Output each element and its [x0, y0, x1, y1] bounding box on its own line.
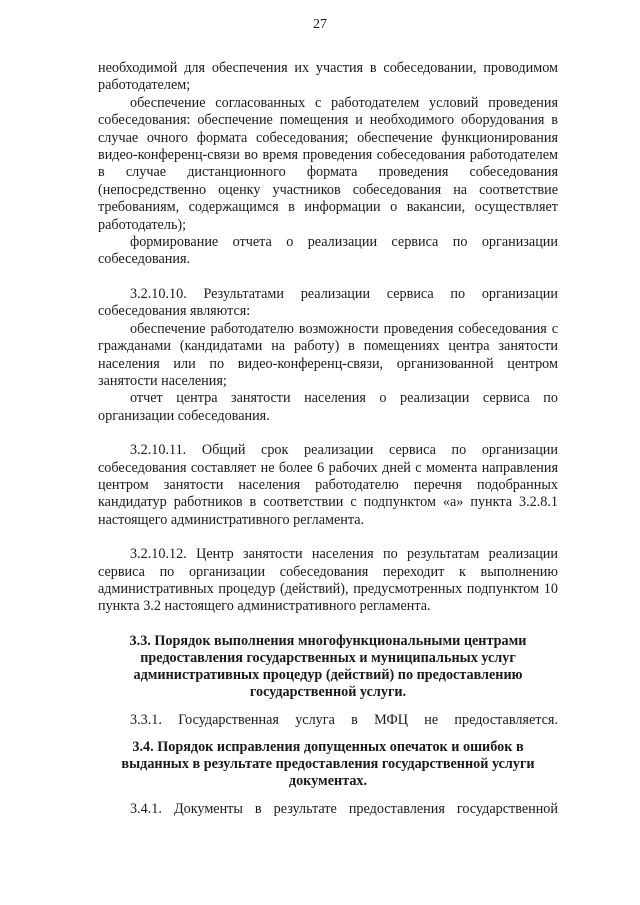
paragraph-clause: 3.3.1. Государственная услуга в МФЦ не предоставляется.	[130, 711, 558, 728]
paragraph: отчет центра занятости населения о реализации сервиса по организации собеседования.	[98, 390, 558, 424]
spacer	[98, 791, 558, 801]
spacer	[98, 729, 558, 739]
spacer	[98, 269, 558, 286]
paragraph: формирование отчета о реализации сервиса по организации собеседования.	[98, 234, 558, 268]
spacer	[98, 702, 558, 712]
spacer	[98, 425, 558, 442]
section-heading: 3.3. Порядок выполнения многофункциональными центрами предоставления государственных и муниципальных услуг административных процедур (действий) по предоставлению государственной услуги.	[129, 632, 527, 701]
paragraph-clause: 3.2.10.11. Общий срок реализации сервиса по организации собеседования составляет не более 6 рабочих дней с момента направления центром занятости населения работодателю перечня подобранных кандидатур работников в соответствии с подпунктом «а» пункта 3.2.8.1 настоящего административного регламента.	[98, 442, 558, 528]
paragraph: необходимой для обеспечения их участия в собеседовании, проводимом работодателем;	[98, 60, 558, 94]
paragraph-clause: 3.2.10.12. Центр занятости населения по результатам реализации сервиса по организации собеседования переходит к выполнению административных процедур (действий), предусмотренных подпунктом 10 пункта 3.2 настоящего административного регламента.	[98, 546, 558, 615]
spacer	[98, 529, 558, 546]
document-body	[98, 60, 558, 818]
section-heading: 3.4. Порядок исправления допущенных опечаток и ошибок в выданных в результате предоставления государственной услуги документах.	[121, 739, 535, 790]
paragraph-clause: 3.4.1. Документы в результате предоставления государственной	[130, 800, 558, 817]
paragraph: обеспечение согласованных с работодателем условий проведения собеседования: обеспечение помещения и необходимого оборудования в случае очного формата собеседования; обеспечение функционирования видео-конференц-связи во время проведения собеседования работодателем в случае дистанционного формата проведения собеседования (непосредственно оценку участников собеседования на соответствие требованиям, содержащимся в информации о вакансии, осуществляет работодатель);	[98, 94, 558, 233]
page-number: 27	[313, 17, 327, 32]
paragraph-clause: 3.2.10.10. Результатами реализации сервиса по организации собеседования являются:	[98, 285, 558, 320]
paragraph: обеспечение работодателю возможности проведения собеседования с гражданами (кандидатами на работу) в помещениях центра занятости населения или по видео-конференц-связи, организованной центром занятости населения;	[98, 320, 558, 389]
spacer	[98, 616, 558, 633]
